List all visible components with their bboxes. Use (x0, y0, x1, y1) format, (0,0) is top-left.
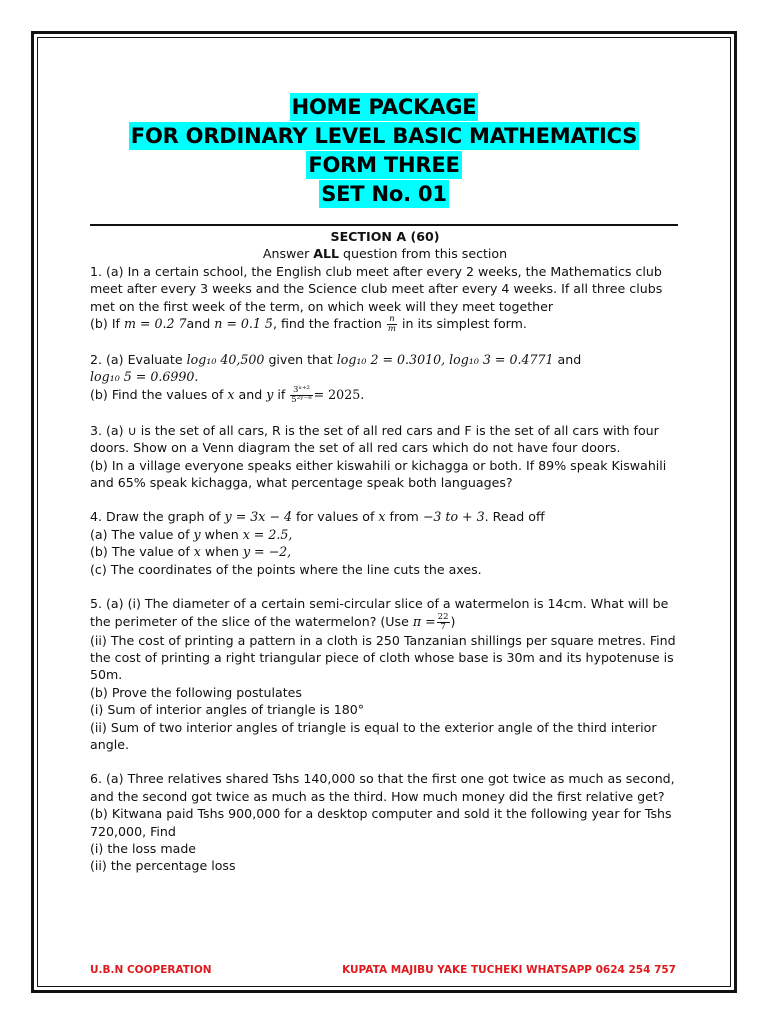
question-3a: 3. (a) ∪ is the set of all cars, R is the set of all red cars and F is the set of all cars with four doors. Show on a Venn diagram the set of all red cars which do not have four doors. (90, 422, 659, 456)
question-5a-i: 5. (a) (i) The diameter of a certain semi-circular slice of a watermelon is 14cm. What will be the perimeter of the slice of the watermelon? (Use π = $\frac{22}{7}$ ) (90, 596, 669, 632)
fraction-exponential: $\frac{\text{3ˣ⁺²}}{\text{5²ʸ⁻⁸}}$ (291, 384, 312, 405)
question-6b-i: (i) the loss made (90, 840, 197, 856)
question-6 (90, 770, 680, 874)
fraction-pi: $\frac{22}{7}$ (437, 611, 449, 632)
question-4-stem: 4. Draw the graph of y = 3x − 4 for values of x from −3 to + 3. Read off (90, 509, 545, 525)
section-divider (90, 224, 678, 226)
question-content (90, 228, 680, 875)
question-5b: (b) Prove the following postulates (90, 684, 302, 700)
question-4c: (c) The coordinates of the points where the line cuts the axes. (90, 561, 482, 577)
title-line-2: FOR ORDINARY LEVEL BASIC MATHEMATICS (130, 124, 638, 148)
question-5a-ii: (ii) The cost of printing a pattern in a cloth is 250 Tanzanian shillings per square metres. Find the cost of printing a right triangular piece of cloth whose base is 30m and its hypotenuse is 50m. (90, 632, 676, 683)
question-1 (90, 263, 680, 334)
question-3 (90, 422, 680, 492)
section-heading: SECTION A (60) (330, 229, 440, 244)
question-5b-ii: (ii) Sum of two interior angles of triangle is equal to the exterior angle of the third interior angle. (90, 719, 657, 752)
question-4b: (b) The value of x when y = −2, (90, 544, 292, 560)
question-2b: (b) Find the values of x and y if $\frac{\text{3ˣ⁺²}}{\text{5²ʸ⁻⁸}}$ = 2025. (90, 384, 365, 405)
question-4a: (a) The value of y when x = 2.5, (90, 526, 293, 542)
section-instruction: Answer ALL question from this section (262, 246, 508, 262)
question-5 (90, 595, 680, 753)
question-6b: (b) Kitwana paid Tshs 900,000 for a desktop computer and sold it the following year for Tshs 720,000, Find (90, 806, 672, 839)
question-4 (90, 508, 680, 578)
question-3b: (b) In a village everyone speaks either kiswahili or kichagga or both. If 89% speak Kiswahili and 65% speak kichagga, what percentage speak both languages? (90, 457, 667, 491)
fraction-n-over-m: $\frac{n}{m}$ (387, 314, 396, 335)
footer-right: KUPATA MAJIBU YAKE TUCHEKI WHATSAPP 0624 254 757 (342, 964, 676, 976)
question-6a: 6. (a) Three relatives shared Tshs 140,000 so that the first one got twice as much as second, and the second got twice as much as the third. How much money did the first relative get? (90, 771, 675, 804)
question-1a: 1. (a) In a certain school, the English club meet after every 2 weeks, the Mathematics club meet after every 3 weeks and the Science club meet after every 4 weeks. If all three clubs met on the first week of the term, on which week will they meet together (90, 263, 663, 314)
title-line-3: FORM THREE (308, 153, 460, 177)
title-line-1: HOME PACKAGE (291, 95, 477, 119)
footer-left: U.B.N COOPERATION (90, 964, 212, 976)
question-5b-i: (i) Sum of interior angles of triangle is 180° (90, 702, 365, 718)
title-line-4: SET No. 01 (321, 182, 447, 206)
document-title (0, 93, 768, 209)
question-1b: (b) If m = 0.2̇ 7̇and n = 0.1̇ 5̇, find the fraction $\frac{n}{m}$ in its simplest form. (90, 314, 527, 335)
question-2a: 2. (a) Evaluate log₁₀ 40,500 given that log₁₀ 2 = 0.3010, log₁₀ 3 = 0.4771 and log₁₀ 5 = 0.6990. (90, 352, 582, 385)
question-2 (90, 351, 680, 405)
question-6b-ii: (ii) the percentage loss (90, 858, 236, 874)
